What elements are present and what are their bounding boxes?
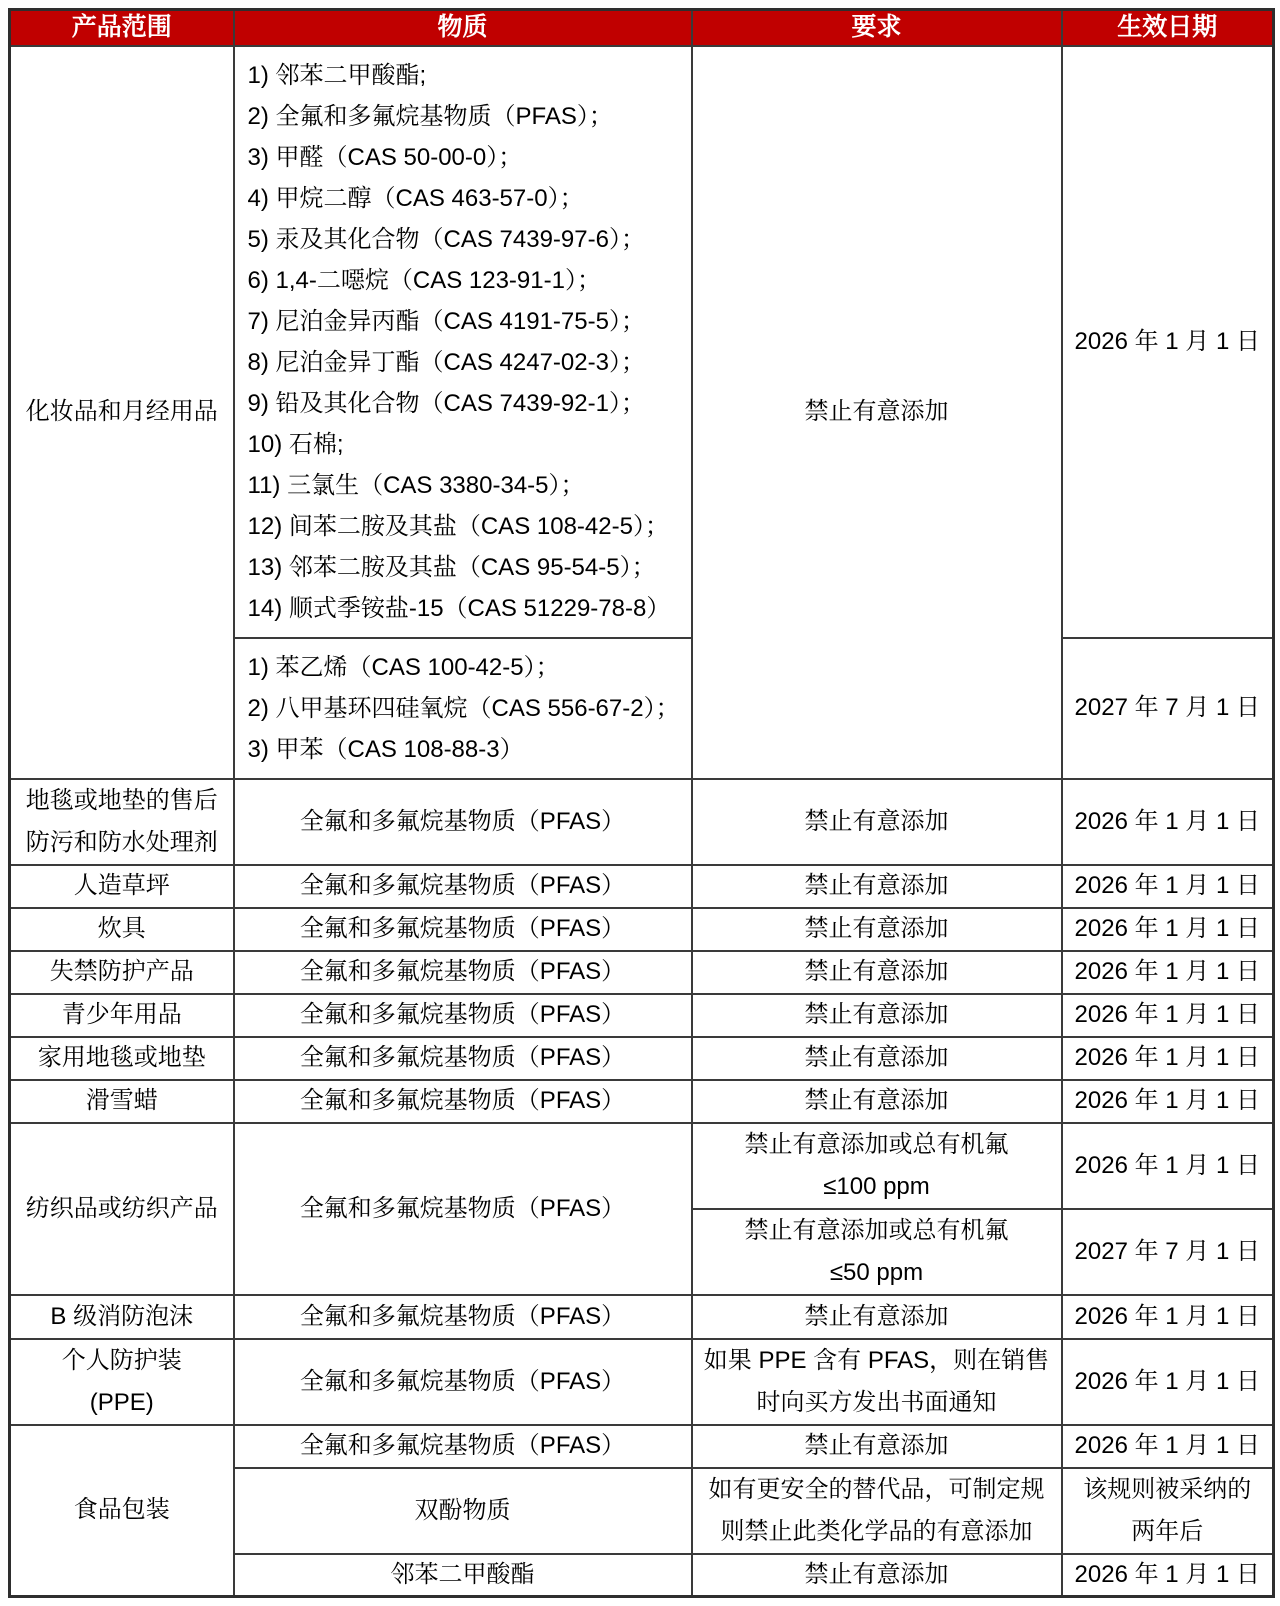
table-row-juvenile-products [10, 994, 1274, 1037]
substance-item: 13) 邻苯二胺及其盐（CAS 95-54-5）； [247, 553, 656, 581]
cosmetics-row-batch1 [10, 46, 1274, 638]
food-packaging-row-1 [10, 1425, 1274, 1468]
substance-item: 7) 尼泊金异丙酯（CAS 4191-75-5）； [247, 307, 645, 335]
requirement-cell: 禁止有意添加 [692, 865, 1062, 908]
date-cell: 2026 年 1 月 1 日 [1062, 1295, 1274, 1339]
requirement-cell: 禁止有意添加 [692, 1425, 1062, 1468]
ppe-date-cell: 2026 年 1 月 1 日 [1062, 1339, 1274, 1425]
requirement-line: 时向买方发出书面通知 [756, 1388, 997, 1416]
product-cell: 炊具 [10, 908, 234, 951]
substance-item: 11) 三氯生（CAS 3380-34-5）； [247, 471, 585, 499]
substance-item: 3) 甲苯（CAS 108-88-3） [247, 735, 524, 763]
requirement-cell: 禁止有意添加 [692, 908, 1062, 951]
table-row-fire-foam [10, 1295, 1274, 1339]
table-row-household-carpets [10, 1037, 1274, 1080]
table-row-ski-wax [10, 1080, 1274, 1123]
requirement-line: ≤50 ppm [829, 1258, 924, 1286]
substance-cell: 全氟和多氟烷基物质（PFAS） [234, 1037, 692, 1080]
substance-cell: 全氟和多氟烷基物质（PFAS） [234, 1080, 692, 1123]
substance-item: 8) 尼泊金异丁酯（CAS 4247-02-3）； [247, 348, 645, 376]
textiles-product-cell: 纺织品或纺织产品 [10, 1123, 234, 1295]
substance-item: 2) 八甲基环四硅氧烷（CAS 556-67-2）； [247, 694, 680, 722]
food-packaging-product-cell: 食品包装 [10, 1425, 234, 1597]
textiles-date-cell-2: 2027 年 7 月 1 日 [1062, 1209, 1274, 1295]
table-row-carpet-treatment [10, 779, 1274, 865]
requirement-cell: 禁止有意添加 [692, 779, 1062, 865]
date-cell: 2026 年 1 月 1 日 [1062, 994, 1274, 1037]
substance-item: 10) 石棉; [247, 430, 344, 458]
product-cell: 滑雪蜡 [10, 1080, 234, 1123]
product-cell: B 级消防泡沫 [10, 1295, 234, 1339]
substance-item: 12) 间苯二胺及其盐（CAS 108-42-5）； [247, 512, 669, 540]
col-header-substance: 物质 [234, 10, 692, 46]
substance-cell: 全氟和多氟烷基物质（PFAS） [234, 1425, 692, 1468]
substance-item: 4) 甲烷二醇（CAS 463-57-0）； [247, 184, 584, 212]
requirement-cell: 禁止有意添加 [692, 1037, 1062, 1080]
col-header-effective-date: 生效日期 [1062, 10, 1274, 46]
cosmetics-substance-list-2 [234, 638, 692, 779]
product-cell: 家用地毯或地垫 [10, 1037, 234, 1080]
cosmetics-date-cell-batch1: 2026 年 1 月 1 日 [1062, 46, 1274, 638]
requirement-cell: 禁止有意添加 [692, 951, 1062, 994]
textiles-requirement-cell-2 [692, 1209, 1062, 1295]
requirement-line: 禁止有意添加或总有机氟 [744, 1130, 1009, 1158]
table-row-artificial-turf [10, 865, 1274, 908]
date-line: 该规则被采纳的 [1083, 1475, 1252, 1503]
requirement-cell: 禁止有意添加 [692, 1080, 1062, 1123]
substance-item: 3) 甲醛（CAS 50-00-0）； [247, 143, 523, 171]
col-header-requirement: 要求 [692, 10, 1062, 46]
table-row-ppe [10, 1339, 1274, 1425]
cosmetics-requirement-cell: 禁止有意添加 [692, 46, 1062, 779]
substance-item: 9) 铅及其化合物（CAS 7439-92-1）； [247, 389, 645, 417]
substance-cell: 邻苯二甲酸酯 [234, 1554, 692, 1597]
substance-cell: 全氟和多氟烷基物质（PFAS） [234, 865, 692, 908]
requirement-line: 如果 PPE 含有 PFAS，则在销售 [703, 1346, 1050, 1374]
date-cell: 2026 年 1 月 1 日 [1062, 951, 1274, 994]
substance-item: 1) 邻苯二甲酸酯; [247, 61, 427, 89]
requirement-line: ≤100 ppm [823, 1172, 930, 1200]
product-line: 防污和防水处理剂 [25, 828, 218, 856]
ppe-product-cell [10, 1339, 234, 1425]
date-cell: 2026 年 1 月 1 日 [1062, 779, 1274, 865]
textiles-substance-cell: 全氟和多氟烷基物质（PFAS） [234, 1123, 692, 1295]
requirement-cell: 禁止有意添加 [692, 1295, 1062, 1339]
product-line: (PPE) [89, 1388, 154, 1416]
requirement-cell: 禁止有意添加 [692, 1554, 1062, 1597]
table-row-cookware [10, 908, 1274, 951]
substance-cell: 全氟和多氟烷基物质（PFAS） [234, 994, 692, 1037]
requirement-line: 则禁止此类化学品的有意添加 [720, 1517, 1033, 1545]
substance-cell: 全氟和多氟烷基物质（PFAS） [234, 908, 692, 951]
substance-item: 6) 1,4-二噁烷（CAS 123-91-1）； [247, 266, 601, 294]
date-line: 两年后 [1131, 1517, 1204, 1545]
cosmetics-product-cell: 化妆品和月经用品 [10, 46, 234, 779]
regulation-table [8, 8, 1275, 1598]
product-cell: 人造草坪 [10, 865, 234, 908]
requirement-cell: 禁止有意添加 [692, 994, 1062, 1037]
product-cell: 失禁防护产品 [10, 951, 234, 994]
requirement-cell [692, 1468, 1062, 1554]
date-cell: 2026 年 1 月 1 日 [1062, 865, 1274, 908]
substance-item: 2) 全氟和多氟烷基物质（PFAS）； [247, 102, 613, 130]
ppe-substance-cell: 全氟和多氟烷基物质（PFAS） [234, 1339, 692, 1425]
ppe-requirement-cell [692, 1339, 1062, 1425]
textiles-requirement-cell-1 [692, 1123, 1062, 1209]
substance-item: 1) 苯乙烯（CAS 100-42-5）； [247, 653, 560, 681]
textiles-row-1 [10, 1123, 1274, 1209]
substance-cell: 全氟和多氟烷基物质（PFAS） [234, 779, 692, 865]
date-cell: 2026 年 1 月 1 日 [1062, 908, 1274, 951]
substance-item: 5) 汞及其化合物（CAS 7439-97-6）； [247, 225, 645, 253]
cosmetics-date-cell-batch2: 2027 年 7 月 1 日 [1062, 638, 1274, 779]
col-header-product-scope: 产品范围 [10, 10, 234, 46]
date-cell: 2026 年 1 月 1 日 [1062, 1425, 1274, 1468]
table-row-incontinence-products [10, 951, 1274, 994]
product-cell [10, 779, 234, 865]
requirement-line: 禁止有意添加或总有机氟 [744, 1216, 1009, 1244]
substance-cell: 全氟和多氟烷基物质（PFAS） [234, 951, 692, 994]
header-row [10, 10, 1274, 46]
date-cell: 2026 年 1 月 1 日 [1062, 1554, 1274, 1597]
date-cell: 2026 年 1 月 1 日 [1062, 1037, 1274, 1080]
substance-cell: 全氟和多氟烷基物质（PFAS） [234, 1295, 692, 1339]
substance-item: 14) 顺式季铵盐-15（CAS 51229-78-8） [247, 594, 671, 622]
cosmetics-substance-list-1 [234, 46, 692, 638]
requirement-line: 如有更安全的替代品，可制定规 [708, 1475, 1045, 1503]
textiles-date-cell-1: 2026 年 1 月 1 日 [1062, 1123, 1274, 1209]
substance-cell: 双酚物质 [234, 1468, 692, 1554]
product-line: 地毯或地垫的售后 [25, 786, 218, 814]
product-cell: 青少年用品 [10, 994, 234, 1037]
product-line: 个人防护装 [61, 1346, 182, 1374]
date-cell [1062, 1468, 1274, 1554]
date-cell: 2026 年 1 月 1 日 [1062, 1080, 1274, 1123]
